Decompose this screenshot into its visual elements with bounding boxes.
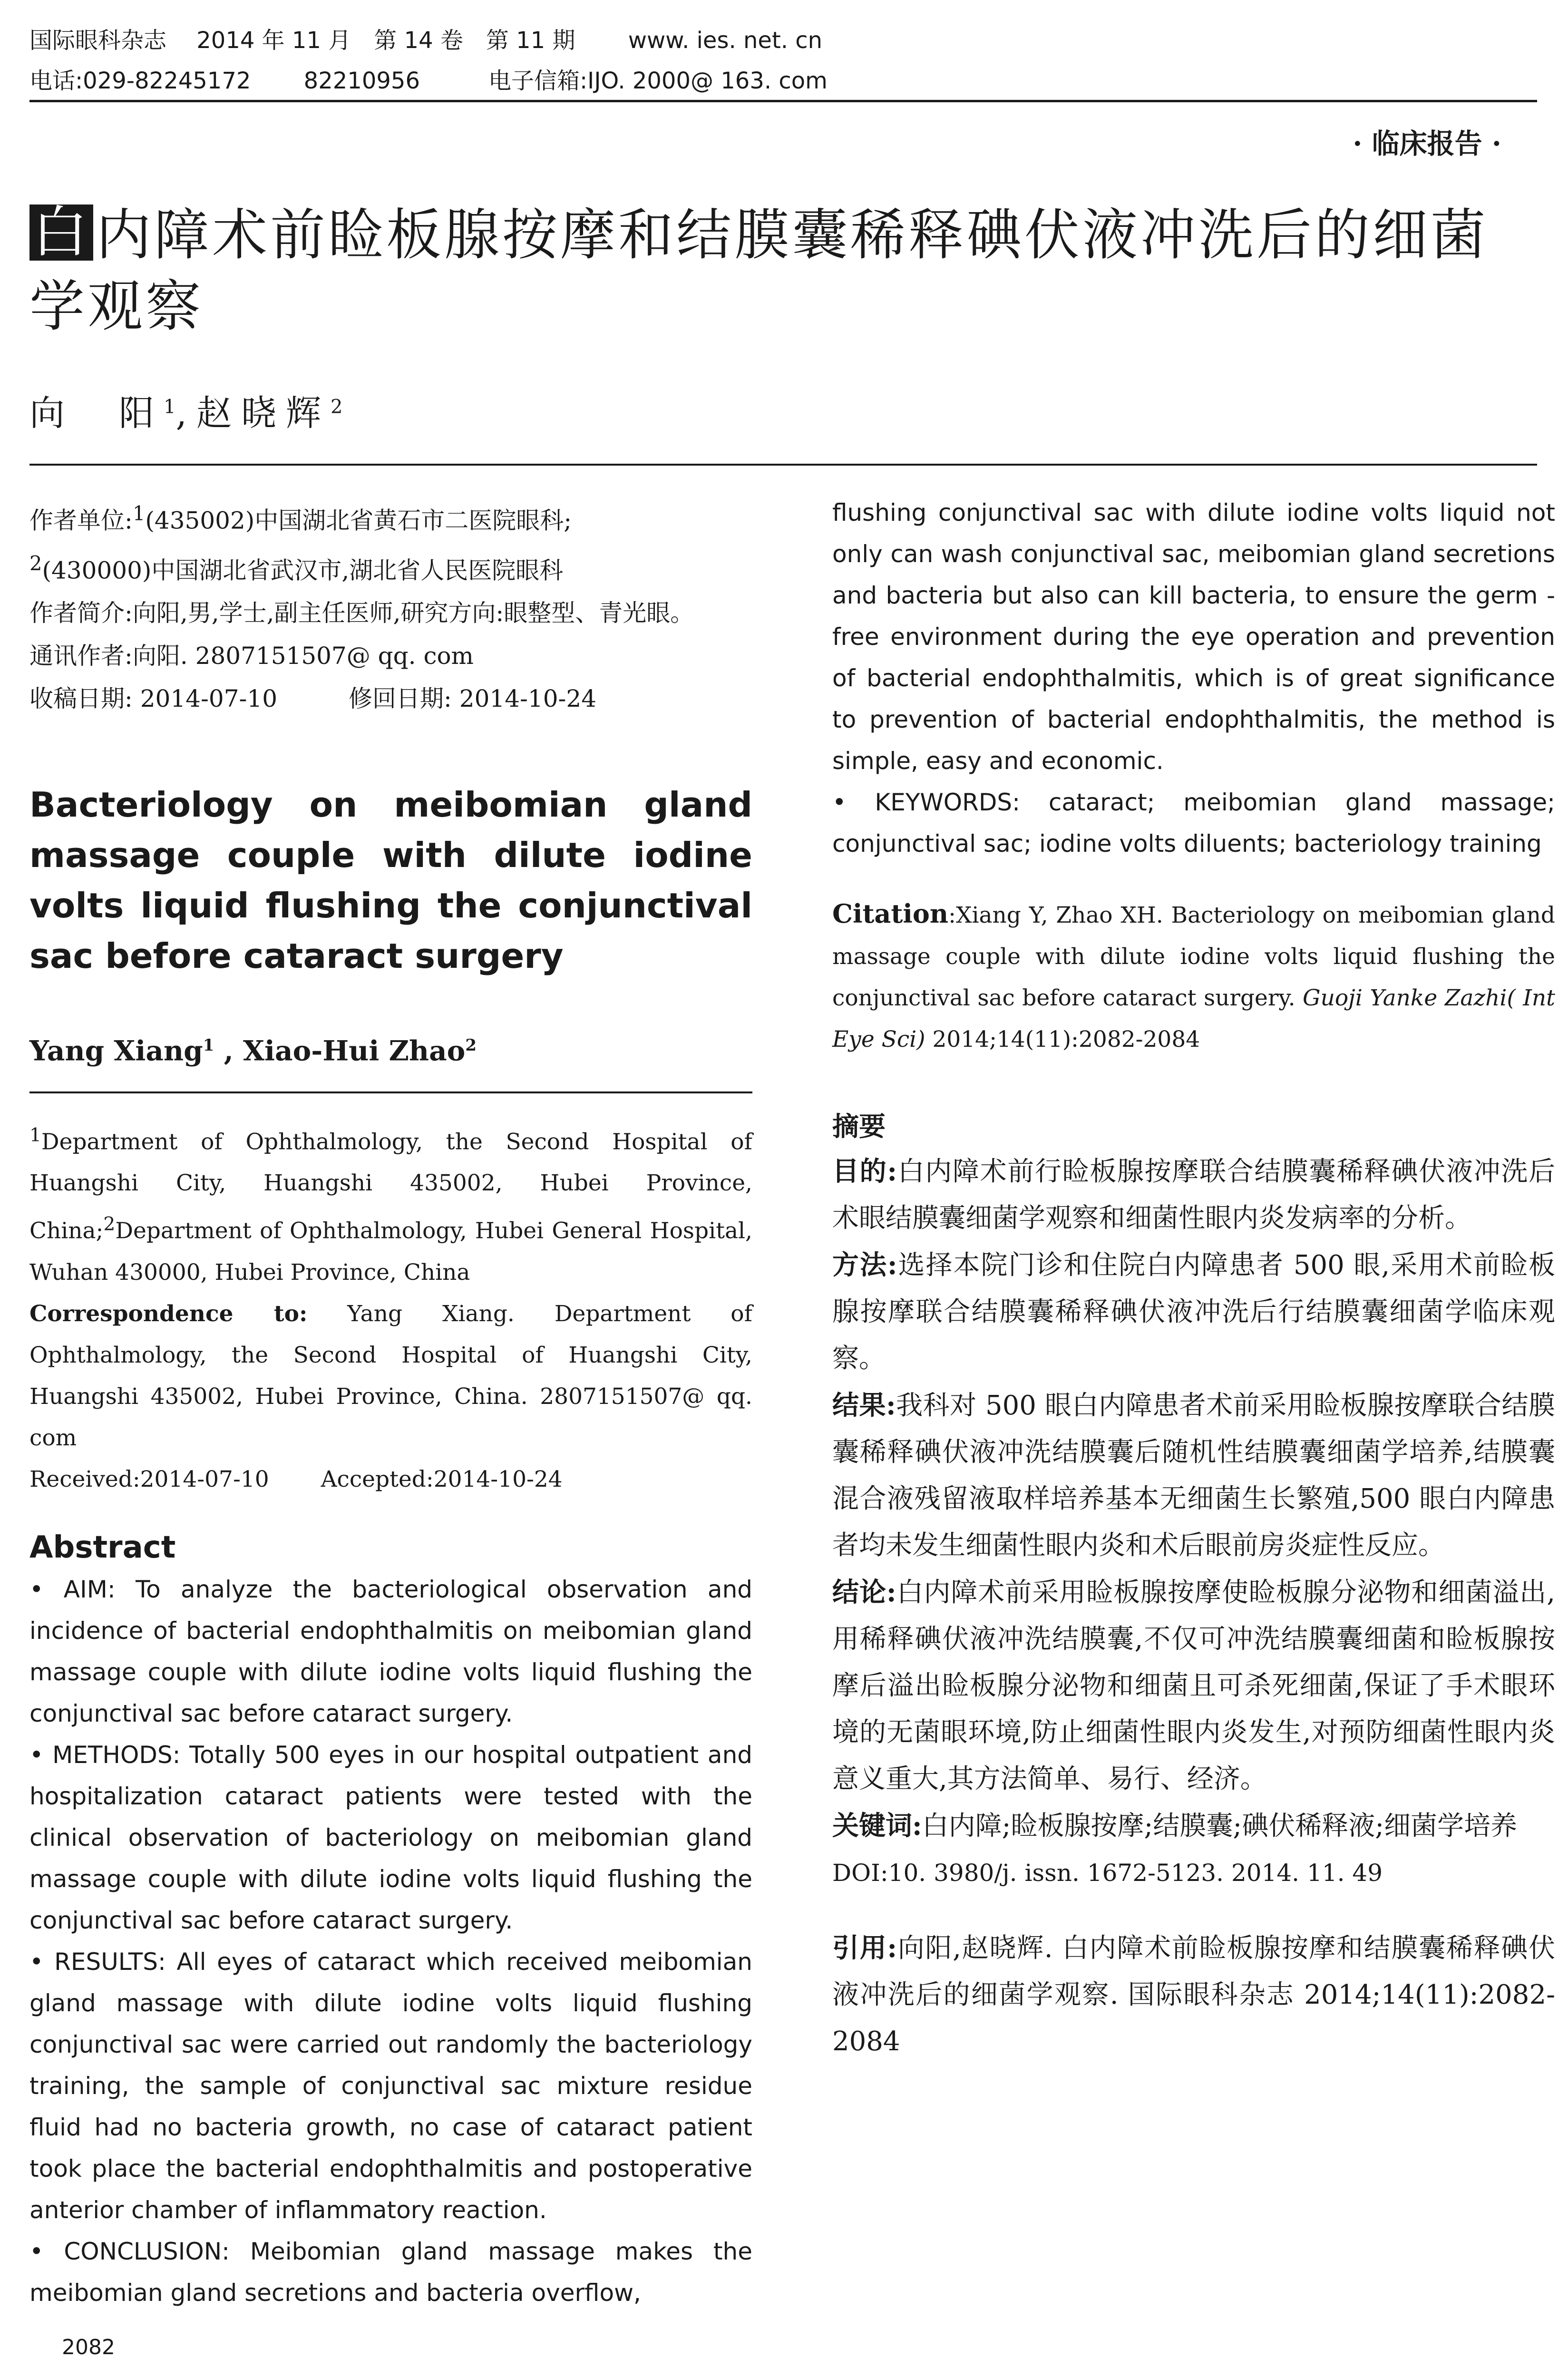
doi: DOI:10. 3980/j. issn. 1672-5123. 2014. 11. 49 (832, 1859, 1383, 1887)
author-2-sup: 2 (330, 396, 343, 418)
affiliation-sup-1: 1 (132, 502, 146, 525)
affiliation-sup-2: 2 (29, 551, 42, 575)
abstract-aim: • AIM: To analyze the bacteriological observation and incidence of bacterial endophthalmitis on meibomian gland massage couple with dilute iodine volts liquid flushing the conjunctival sac before cataract surgery. (29, 1575, 752, 1727)
keywords-text-cn: 白内障;睑板腺按摩;结膜囊;碘伏稀释液;细菌学培养 (922, 1811, 1518, 1841)
abstract-cn-conclusion (832, 1569, 1555, 1802)
affiliation-en-1: Department of Ophthalmology, the Second Hospital of Huangshi City, Huangshi 435002, Hubei Province, China; (29, 1129, 752, 1244)
abstract-heading: Abstract (29, 1529, 176, 1565)
citation-text-cn: 向阳,赵晓辉. 白内障术前睑板腺按摩和结膜囊稀释碘伏液冲洗后的细菌学观察. 国际眼科杂志 2014;14(11):2082-2084 (832, 1933, 1556, 2057)
author-2-en-sup: 2 (465, 1036, 477, 1055)
journal-header-line1: 国际眼科杂志 2014 年 11 月 第 14 卷 第 11 期 www. ies. net. cn (29, 27, 823, 54)
author-1-cn: 向 阳 (29, 393, 164, 434)
section-tag: · 临床报告 · (1353, 127, 1501, 160)
article-title-en: Bacteriology on meibomian gland massage couple with dilute iodine volts liquid flushing the conjunctival sac before cataract surgery (29, 785, 752, 976)
methods-label-cn: 方法: (832, 1249, 897, 1281)
affiliation-cn (29, 492, 752, 592)
author-2-cn: 赵晓辉 (196, 393, 331, 434)
corresponding-author: 通讯作者:向阳. 2807151507@ qq. com (29, 642, 474, 670)
abstract-results: • RESULTS: All eyes of cataract which received meibomian gland massage with dilute iodine volts liquid flushing conjunctival sac were carried out randomly the bacteriology training, the sample of conjunctival sac mixture residue fluid had no bacteria growth, no case of cataract patient took place the bacterial endophthalmitis and postoperative anterior chamber of inflammatory reaction. (29, 1948, 752, 2224)
citation-volume: 2014;14(11):2082-2084 (925, 1026, 1200, 1052)
authors-rule (29, 1091, 752, 1093)
conclusion-label-cn: 结论: (832, 1577, 896, 1608)
aim-text-cn: 白内障术前行睑板腺按摩联合结膜囊稀释碘伏液冲洗后术眼结膜囊细菌学观察和细菌性眼内炎发病率的分析。 (832, 1156, 1556, 1234)
author-en-sep: , (214, 1034, 243, 1067)
results-text-cn: 我科对 500 眼白内障患者术前采用睑板腺按摩联合结膜囊稀释碘伏液冲洗结膜囊后随机性结膜囊细菌学培养,结膜囊混合液残留液取样培养基本无细菌生长繁殖,500 眼白内障患者均未发生细菌性眼内炎和术后眼前房炎症性反应。 (832, 1390, 1556, 1561)
results-label-cn: 结果: (832, 1390, 896, 1421)
citation-journal: Guoji Yanke Zazhi( Int Eye Sci) (832, 985, 1555, 1052)
title-rule (29, 464, 1537, 466)
affiliation-en-sup-2: 2 (103, 1214, 116, 1236)
author-sep: , (175, 393, 196, 434)
aim-label-cn: 目的: (832, 1156, 897, 1187)
received-dates-en: Received:2014-07-10 Accepted:2014-10-24 (29, 1466, 563, 1492)
authors-cn (29, 385, 342, 436)
abstract-conclusion-start: • CONCLUSION: Meibomian gland massage makes the meibomian gland secretions and bacteria overflow, (29, 2237, 752, 2307)
received-dates-cn: 收稿日期: 2014-07-10 修回日期: 2014-10-24 (29, 685, 597, 713)
authors-en (29, 1026, 752, 1070)
affiliation-1: (435002)中国湖北省黄石市二医院眼科; (145, 507, 572, 535)
author-1-en-sup: 1 (203, 1036, 214, 1055)
keywords-label-cn: 关键词: (832, 1810, 922, 1841)
abstract-cn-aim (832, 1148, 1555, 1242)
affiliation-label: 作者单位: (29, 507, 133, 535)
correspondence-label: Correspondence to: (29, 1300, 308, 1327)
correspondence-text: Yang Xiang. Department of Ophthalmology, the Second Hospital of Huangshi City, Huangshi 435002, Hubei Province, China. 2807151507@ qq. com (29, 1300, 753, 1451)
page-number: 2082 (62, 2335, 115, 2359)
title-boxed-char: 白 (29, 205, 93, 261)
affiliation-en (29, 1115, 752, 1293)
header-rule (29, 100, 1537, 102)
author-1-en: Yang Xiang (29, 1034, 203, 1067)
methods-text-cn: 选择本院门诊和住院白内障患者 500 眼,采用术前睑板腺按摩联合结膜囊稀释碘伏液冲洗后行结膜囊细菌学临床观察。 (832, 1250, 1556, 1374)
left-column (29, 492, 752, 2314)
abstract-cn-keywords (832, 1802, 1555, 1850)
author-bio: 作者简介:向阳,男,学士,副主任医师,研究方向:眼整型、青光眼。 (29, 599, 694, 627)
journal-header-line2: 电话:029-82245172 82210956 电子信箱:IJO. 2000@ 163. com (29, 68, 828, 94)
title-text: 内障术前睑板腺按摩和结膜囊稀释碘伏液冲洗后的细菌学观察 (29, 203, 1489, 339)
abstract-heading-cn: 摘要 (832, 1111, 886, 1142)
citation-cn (832, 1925, 1555, 2065)
abstract-conclusion-cont: flushing conjunctival sac with dilute iodine volts liquid not only can wash conjunctival sac, meibomian gland secretions and bacteria but also can kill bacteria, to ensure the germ - free environment during the eye operation and prevention of bacterial endophthalmitis, which is of great significance to prevention of bacterial endophthalmitis, the method is simple, easy and economic. (832, 499, 1555, 775)
citation-label-cn: 引用: (832, 1932, 897, 1964)
citation-en (832, 893, 1555, 1060)
affiliation-en-2: Department of Ophthalmology, Hubei General Hospital, Wuhan 430000, Hubei Province, China (29, 1218, 752, 1286)
affiliation-en-sup-1: 1 (29, 1124, 41, 1146)
right-column (832, 492, 1555, 2065)
correspondence-en (29, 1293, 752, 1459)
abstract-keywords: • KEYWORDS: cataract; meibomian gland massage; conjunctival sac; iodine volts diluents; bacteriology training (832, 789, 1555, 857)
conclusion-text-cn: 白内障术前采用睑板腺按摩使睑板腺分泌物和细菌溢出,用稀释碘伏液冲洗结膜囊,不仅可冲洗结膜囊细菌和睑板腺按摩后溢出睑板腺分泌物和细菌且可杀死细菌,保证了手术眼环境的无菌眼环境,防止细菌性眼内炎发生,对预防细菌性眼内炎意义重大,其方法简单、易行、经济。 (832, 1577, 1555, 1794)
author-2-en: Xiao-Hui Zhao (243, 1034, 466, 1067)
abstract-methods: • METHODS: Totally 500 eyes in our hospital outpatient and hospitalization cataract patients were tested with the clinical observation of bacteriology on meibomian gland massage couple with dilute iodine volts liquid flushing the conjunctival sac before cataract surgery. (29, 1741, 752, 1934)
affiliation-2: (430000)中国湖北省武汉市,湖北省人民医院眼科 (42, 556, 564, 585)
citation-text: :Xiang Y, Zhao XH. Bacteriology on meibomian gland massage couple with dilute iodine volts liquid flushing the conjunctival sac before cataract surgery. (832, 902, 1555, 1011)
author-1-sup: 1 (164, 396, 176, 418)
article-title-cn (29, 200, 1537, 342)
abstract-cn-results (832, 1382, 1555, 1569)
citation-label: Citation (832, 898, 949, 929)
abstract-cn-methods (832, 1242, 1555, 1382)
